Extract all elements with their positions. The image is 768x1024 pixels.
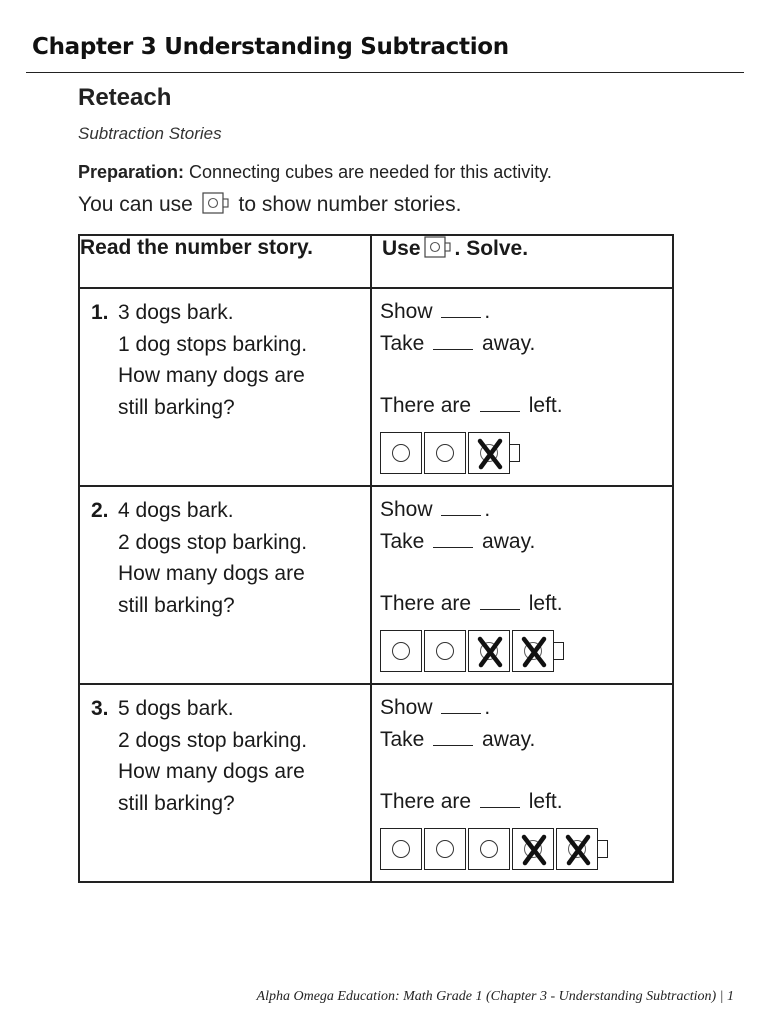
take-answer-blank[interactable] xyxy=(433,531,473,548)
show-answer-blank[interactable] xyxy=(441,301,481,318)
take-label: Take xyxy=(380,529,425,553)
left-answer-blank[interactable] xyxy=(480,593,520,610)
chapter-title: Chapter 3 Understanding Subtraction xyxy=(32,34,509,60)
solve-cell xyxy=(371,486,673,684)
story-line: How many dogs are xyxy=(118,364,305,387)
cube-connector-peg xyxy=(554,642,564,660)
there-are-label: There are xyxy=(380,592,472,615)
show-answer-blank[interactable] xyxy=(441,697,481,714)
table-row xyxy=(79,486,673,684)
cross-out-icon xyxy=(557,829,599,871)
cube-hole-icon xyxy=(436,840,454,858)
take-away-label: away. xyxy=(482,529,536,553)
story-line: 1 dog stops barking. xyxy=(118,332,308,356)
preparation-text: Connecting cubes are needed for this activity. xyxy=(189,162,552,182)
chapter-divider xyxy=(26,72,744,73)
left-answer-blank[interactable] xyxy=(480,791,520,808)
crossed-cube xyxy=(512,630,554,672)
story-line: 2 dogs stop barking. xyxy=(118,728,308,752)
table-row xyxy=(79,684,673,882)
cube-hole-icon xyxy=(436,444,454,462)
column-header-use: Use xyxy=(382,237,421,260)
show-label: Show xyxy=(380,696,433,719)
cube xyxy=(424,432,466,474)
show-answer-blank[interactable] xyxy=(441,499,481,516)
show-period: . xyxy=(484,498,491,521)
story-line: still barking? xyxy=(118,593,235,617)
problem-number: 1. xyxy=(91,301,109,324)
number-story-table xyxy=(78,234,674,883)
left-label: left. xyxy=(528,394,563,417)
problem-number: 2. xyxy=(91,499,109,522)
take-away-label: away. xyxy=(482,727,536,751)
story-line: 3 dogs bark. xyxy=(118,301,234,324)
cube-hole-icon xyxy=(480,840,498,858)
show-label: Show xyxy=(380,300,433,323)
cube-hole-icon xyxy=(392,642,410,660)
take-answer-blank[interactable] xyxy=(433,729,473,746)
cube-hole-icon xyxy=(392,444,410,462)
preparation-label: Preparation: xyxy=(78,162,185,182)
left-label: left. xyxy=(528,790,563,813)
solve-cell xyxy=(371,684,673,882)
story-line: still barking? xyxy=(118,791,235,815)
cross-out-icon xyxy=(513,829,555,871)
cube xyxy=(380,432,422,474)
cube xyxy=(468,828,510,870)
there-are-label: There are xyxy=(380,394,472,417)
table-row xyxy=(79,288,673,486)
table-header-row xyxy=(79,235,673,288)
cube xyxy=(424,630,466,672)
crossed-cube xyxy=(468,432,510,474)
cube-train xyxy=(380,828,672,870)
cube-connector-peg xyxy=(598,840,608,858)
crossed-cube xyxy=(556,828,598,870)
show-period: . xyxy=(484,696,491,719)
show-period: . xyxy=(484,300,491,323)
take-label: Take xyxy=(380,727,425,751)
crossed-cube xyxy=(512,828,554,870)
left-label: left. xyxy=(528,592,563,615)
solve-cell xyxy=(371,288,673,486)
cube-hole-icon xyxy=(436,642,454,660)
cube-hole-icon xyxy=(392,840,410,858)
there-are-label: There are xyxy=(380,790,472,813)
section-title: Reteach xyxy=(78,84,172,111)
column-header-solve-label: . Solve. xyxy=(454,237,529,260)
story-cell xyxy=(79,684,371,882)
cross-out-icon xyxy=(469,433,511,475)
story-line: 2 dogs stop barking. xyxy=(118,530,308,554)
take-label: Take xyxy=(380,331,425,355)
problem-number: 3. xyxy=(91,697,109,720)
cube-train xyxy=(380,630,672,672)
column-header-story: Read the number story. xyxy=(79,235,371,288)
story-line: 5 dogs bark. xyxy=(118,697,234,720)
left-answer-blank[interactable] xyxy=(480,395,520,412)
cross-out-icon xyxy=(513,631,555,673)
cube xyxy=(424,828,466,870)
instruction-line xyxy=(78,192,461,220)
story-line: How many dogs are xyxy=(118,562,305,585)
show-label: Show xyxy=(380,498,433,521)
cube xyxy=(380,630,422,672)
instruction-before: You can use xyxy=(78,193,193,216)
page-footer: Alpha Omega Education: Math Grade 1 (Chapter 3 - Understanding Subtraction) | 1 xyxy=(256,989,734,1004)
story-cell xyxy=(79,288,371,486)
story-line: How many dogs are xyxy=(118,760,305,783)
cross-out-icon xyxy=(469,631,511,673)
story-line: still barking? xyxy=(118,395,235,419)
column-header-solve xyxy=(371,235,673,288)
story-cell xyxy=(79,486,371,684)
take-answer-blank[interactable] xyxy=(433,333,473,350)
crossed-cube xyxy=(468,630,510,672)
take-away-label: away. xyxy=(482,331,536,355)
instruction-after: to show number stories. xyxy=(238,193,462,216)
preparation-note xyxy=(78,162,552,183)
connecting-cube-icon xyxy=(424,236,452,264)
story-line: 4 dogs bark. xyxy=(118,499,234,522)
subtitle: Subtraction Stories xyxy=(78,124,222,143)
cube-train xyxy=(380,432,672,474)
cube-connector-peg xyxy=(510,444,520,462)
cube xyxy=(380,828,422,870)
connecting-cube-icon xyxy=(202,192,230,220)
